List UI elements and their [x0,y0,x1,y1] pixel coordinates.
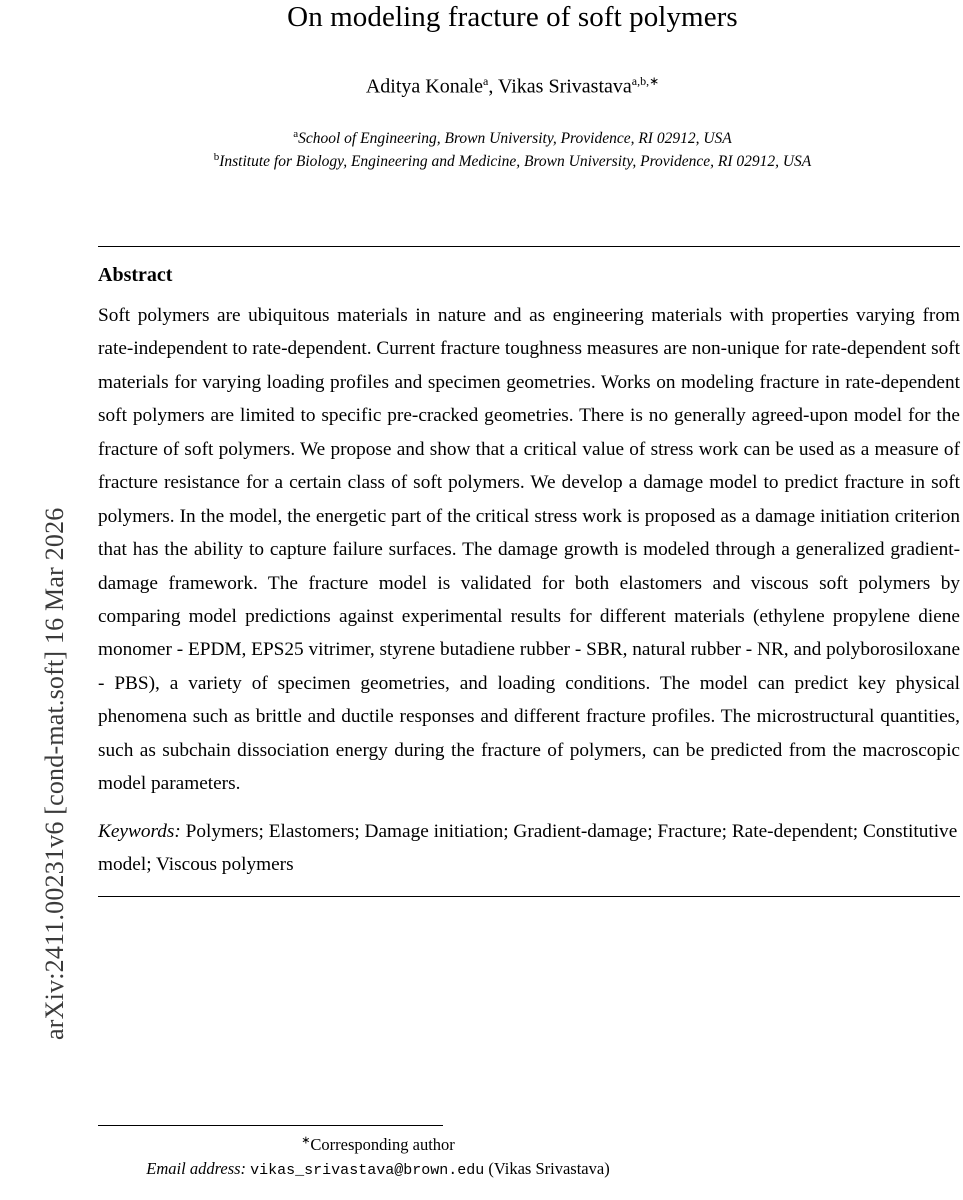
author-1-name: Aditya Konale [365,75,484,98]
author-2-affil-marker: a,b,∗ [631,73,660,88]
affiliation-a-marker: a [293,127,299,140]
paper-page [62,0,963,1200]
author-2-name: Vikas Srivastava [497,75,632,98]
author-separator: , [488,75,498,98]
arxiv-stamp [0,0,69,1200]
abstract-section [98,264,960,882]
arxiv-stamp-text: arXiv:2411.00231v6 [cond-mat.soft] 16 Mar 2026 [40,507,69,1040]
affiliations [62,127,963,174]
corresponding-author-text: Corresponding author [310,1135,455,1155]
email-label: Email address: [146,1159,247,1179]
page-title: On modeling fracture of soft polymers [287,1,738,33]
footnote-star-marker: ∗ [301,1134,311,1147]
footnote-block [98,1125,960,1182]
corresponding-author-note [98,1133,658,1157]
affiliation-b-marker: b [213,151,220,164]
affiliation-b [62,150,963,174]
footnote-divider [98,1125,443,1126]
author-list [62,74,963,99]
abstract-top-divider [98,246,960,247]
keywords-list: Polymers; Elastomers; Damage initiation; Gradient-damage; Fracture; Rate-dependent; Constitutive model; Viscous polymers [98,820,958,876]
abstract-bottom-divider [98,896,960,897]
abstract-body: Soft polymers are ubiquitous materials in nature and as engineering materials with properties varying from rate-independent to rate-dependent. Current fracture toughness measures are non-unique for rate-dependent soft materials for varying loading profiles and specimen geometries. Works on modeling fracture in rate-dependent soft polymers are limited to specific pre-cracked geometries. There is no generally agreed-upon model for the fracture of soft polymers. We propose and show that a critical value of stress work can be used as a measure of fracture resistance for a certain class of soft polymers. We develop a damage model to predict fracture in soft polymers. In the model, the energetic part of the critical stress work is proposed as a damage initiation criterion that has the ability to capture failure surfaces. The damage growth is modeled through a generalized gradient-damage framework. The fracture model is validated for both elastomers and viscous soft polymers by comparing model predictions against experimental results for different materials (ethylene propylene diene monomer - EPDM, EPS25 vitrimer, styrene butadiene rubber - SBR, natural rubber - NR, and polyborosiloxane - PBS), a variety of specimen geometries, and loading conditions. The model can predict key physical phenomena such as brittle and ductile responses and different fracture profiles. The microstructural quantities, such as subchain dissociation energy during the fracture of polymers, can be predicted from the macroscopic model parameters. [98,304,960,795]
affiliation-a [62,127,963,151]
affiliation-b-text: Institute for Biology, Engineering and Medicine, Brown University, Providence, RI 02912, USA [219,153,812,171]
affiliation-a-text: School of Engineering, Brown University, Providence, RI 02912, USA [298,129,732,147]
abstract-heading: Abstract [98,263,173,286]
email-address[interactable]: vikas_srivastava@brown.edu [250,1162,485,1180]
author-1-affil-marker: a [483,73,489,88]
email-person: (Vikas Srivastava) [488,1159,610,1179]
keywords-label: Keywords: [98,820,181,842]
keywords-line [98,815,960,882]
email-note [98,1157,658,1182]
